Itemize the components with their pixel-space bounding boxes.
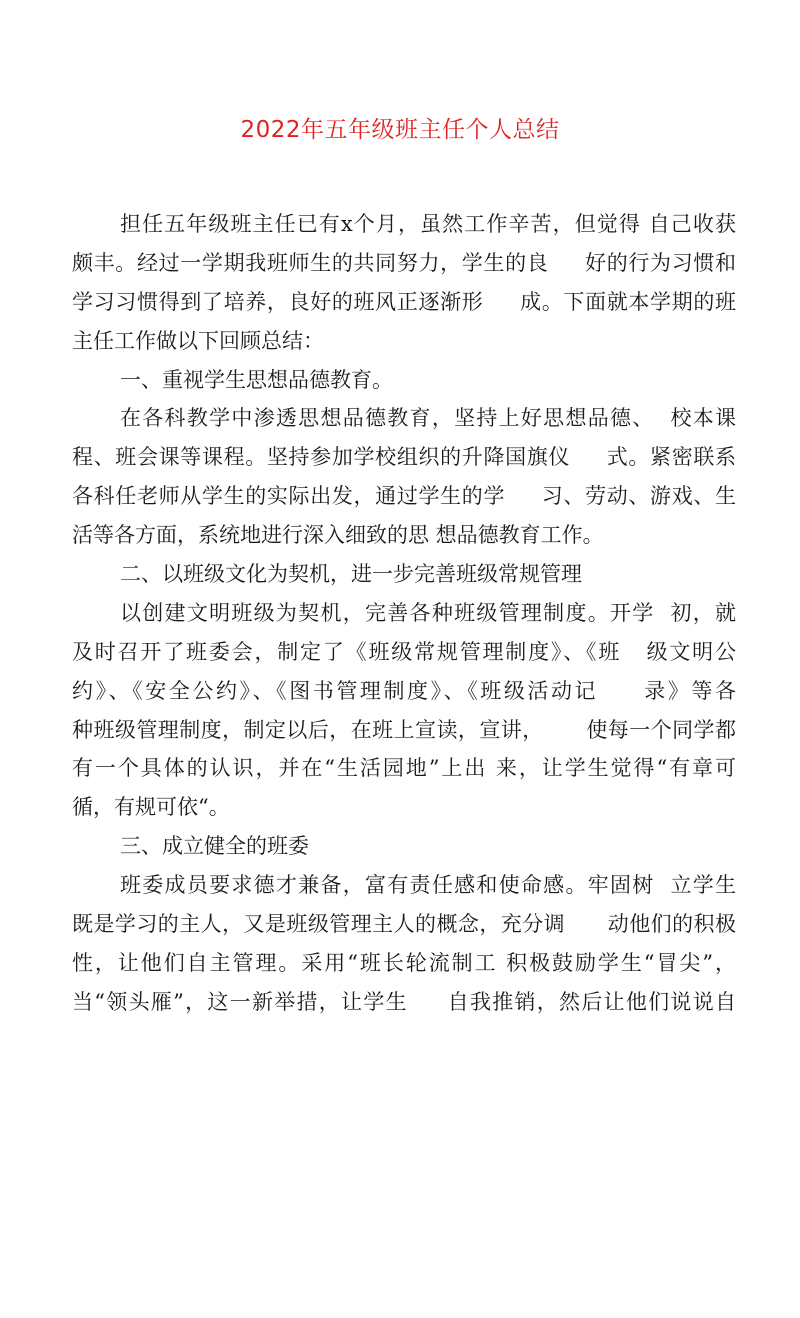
paragraph-line: 既是学习的主人，又是班级管理主人的概念，充分调 动他们的积极 [72,912,736,937]
document-title: 2022年五年级班主任个人总结 [240,117,560,143]
section-heading: 二、以班级文化为契机，进一步完善班级常规管理 [120,562,582,587]
paragraph-line: 程、班会课等课程。坚持参加学校组织的升降国旗仪 式。紧密联系 [72,445,736,470]
section-heading: 三、成立健全的班委 [120,834,309,859]
paragraph-line: 有一个具体的认识，并在“生活园地”上出 来，让学生觉得“有章可 [72,756,736,781]
paragraph-line: 主任工作做以下回顾总结： [72,328,324,353]
paragraph-line: 约》、《安全公约》、《图书管理制度》、《班级活动记 录》等各 [72,678,736,703]
paragraph-line: 学习习惯得到了培养，良好的班风正逐渐形 成。下面就本学期的班 [72,289,736,314]
paragraph-line: 活等各方面，系统地进行深入细致的思 想品德教育工作。 [72,523,604,548]
paragraph-line: 在各科教学中渗透思想品德教育，坚持上好思想品德、 校本课 [120,406,736,431]
paragraph-line: 班委成员要求德才兼备，富有责任感和使命感。牢固树 立学生 [120,873,736,898]
paragraph-line: 循，有规可依“。 [72,795,230,820]
paragraph-line: 各科任老师从学生的实际出发，通过学生的学 习、劳动、游戏、生 [72,484,736,509]
document-body [72,205,736,1022]
paragraph-line: 当“领头雁”，这一新举措，让学生 自我推销，然后让他们说说自 [72,989,736,1014]
paragraph-line: 颇丰。经过一学期我班师生的共同努力，学生的良 好的行为习惯和 [72,250,736,275]
paragraph-line: 以创建文明班级为契机，完善各种班级管理制度。开学 初，就 [120,600,736,625]
section-heading: 一、重视学生思想品德教育。 [120,367,393,392]
paragraph-line: 及时召开了班委会，制定了《班级常规管理制度》、《班 级文明公 [72,639,736,664]
paragraph-line: 担任五年级班主任已有x个月，虽然工作辛苦，但觉得 自己收获 [120,212,736,236]
paragraph-line: 性，让他们自主管理。采用“班长轮流制工 积极鼓励学生“冒尖”， [72,950,736,975]
paragraph-line: 种班级管理制度，制定以后，在班上宣读，宣讲， 使每一个同学都 [72,717,736,742]
